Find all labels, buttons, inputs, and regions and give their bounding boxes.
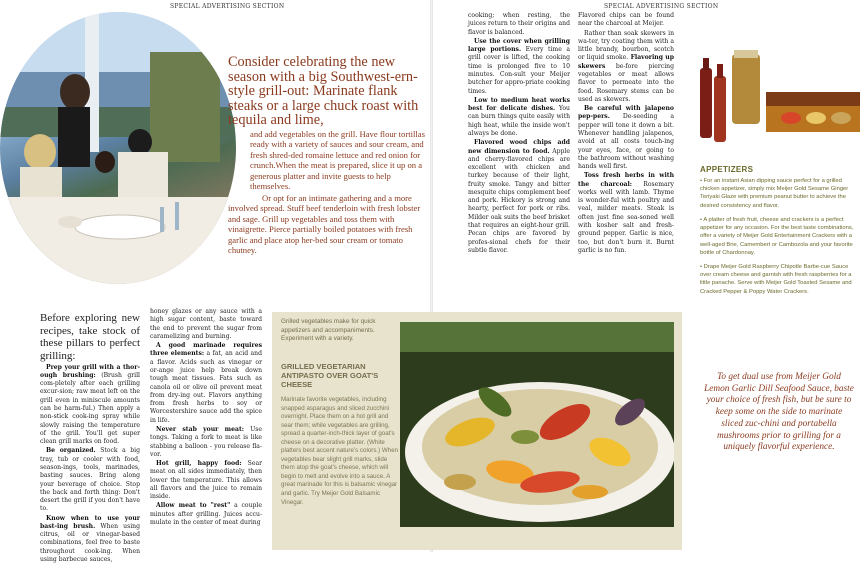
intro-lead: Consider celebrating the new season with a big Southwest-ern-style grill-out: Marinate flank steaks or a large chuck roast with tequila and lime, xyxy=(228,54,419,129)
tip-text: Sear meat on all sides immediately, then lower the temperature. This allows all flavors and the juice to remain inside. xyxy=(150,460,262,501)
tip-text: Apple and cherry-flavored chips are excellent with chicken and turkey because of their light, fruity smoke. Tangy and bitter mesquite chips complement beef and pork. Hickory is strong and hearty, perfect for pork or ribs. Milder oak suits the beef brisket that requires an eight-hour grill. Pecan chips are favored by profes-sional chefs for their subtle flavor. xyxy=(468,147,570,254)
tip-heading: Be careful with jalapeno pep-pers. xyxy=(578,105,674,121)
appetizer-item: • Drape Meijer Gold Raspberry Chipotle Barbe-cue Sauce over cream cheese and garnish with fresh raspberries for a little panache. Serve with Meijer Gold Toasted Sesame and Cracked Pepper & Poppy Water Crackers. xyxy=(700,263,852,295)
appetizers-heading: APPETIZERS xyxy=(700,165,754,174)
tip-text: Every time a grill cover is lifted, the cooking time is prolonged five to 10 minutes. Con-sult your Meijer butcher for appro-priate cooking times. xyxy=(468,46,570,95)
tips-column-2 xyxy=(150,308,262,528)
tip-text: Rosemary works well with lamb. Thyme is wonder-ful with poultry and veal, milder meats. Steak is often just fine sea-soned well with kosher salt and fresh-ground pepper. Garlic is nice, too, but don't burn it. Burnt garlic is no fun. xyxy=(578,180,674,254)
tip-heading: A good marinade requires three elements: xyxy=(150,342,262,358)
tip-heading: Never stab your meat: xyxy=(156,425,245,433)
recipe-intro: Grilled vegetables make for quick appetizers and accompaniments. Experiment with a variety. xyxy=(281,318,376,343)
header-left: SPECIAL ADVERTISING SECTION xyxy=(170,3,285,10)
tip-heading: Low to medium heat works best for delicate dishes. xyxy=(468,96,570,113)
party-photo xyxy=(0,12,236,284)
tip-heading: Allow meat to "rest" xyxy=(156,502,231,510)
tip-text: Stock a big tray, tub or cooler with food, season-ings, tools, marinades, basting sauces. Bring along your beverage of choice. Stop the back and forth thing: Don't desert the grill if you don't have to. xyxy=(40,447,141,513)
appetizer-item: • For an instant Asian dipping sauce perfect for a grilled chicken appetizer, simply mix Meijer Gold Sesame Ginger Teriyaki Glaze with premium peanut butter to achieve the desired consistency and flavor. xyxy=(700,178,849,209)
tip-heading: Prep your grill with a thor-ough brushing: xyxy=(40,363,140,379)
tip-heading: Know when to use your bast-ing brush. xyxy=(40,514,140,530)
tip-text: a fat, an acid and a flavor. Acids such as vinegar or or-ange juice help break down tough meat tissues. Fats such as canola oil or olive oil prevent meat from dry-ing out. Flavors anything from fresh herbs to soy or Worcestershire sauce add the spice in life. xyxy=(150,350,262,424)
antipasto-recipe-box xyxy=(272,312,682,550)
tip-text: De-seeding a pepper will tone it down a bit. Whenever handling jalapenos, avoid at all costs touch-ing your eyes, face, or going to the bathroom without washing hands well first. xyxy=(578,113,674,171)
tip-text: cooking; when resting, the juices return to their origins and flavor is balanced. xyxy=(468,12,570,36)
tip-heading: Toss fresh herbs in with the charcoal: xyxy=(578,172,674,188)
tip-text: Flavored chips can be found near the charcoal at Meijer. xyxy=(578,12,674,28)
tip-text: Rather than soak skewers in wa-ter, try coating them with a little brandy, bourbon, scotch or liquid smoke. xyxy=(578,29,674,62)
tip-heading: Flavoring up skewers xyxy=(578,54,674,70)
appetizers-section xyxy=(700,165,858,302)
tip-text: a couple minutes after grilling. Juices accu-mulate in the center of meat during xyxy=(150,502,262,527)
recipe-title: GRILLED VEGETARIAN ANTIPASTO OVER GOAT'S CHEESE xyxy=(281,362,379,390)
tip-text: (Brush grill com-pletely after each grilling excur-sion; raw meat left on the grill even in miniscule amounts can be harm-ful.) Then apply a non-stick cook-ing spray while slowly raising the temperature of the grill. You'll get super clean grill marks on food. xyxy=(40,371,141,446)
party-photo-illustration xyxy=(0,12,236,284)
tips-column-1 xyxy=(40,312,140,565)
product-bottles-photo xyxy=(696,48,862,158)
grilled-vegetables-photo xyxy=(400,322,674,527)
appetizer-item: • A platter of fresh fruit, cheese and crackers is a perfect appetizer for any occasion. For the best taste combinations, offer a variety of Meijer Gold Entertainment Crackers with a well-aged Brie, Camembert or Cambozola and your favorite bottle of Chardonnay. xyxy=(700,216,854,256)
recipe-body: Marinate favorite vegetables, including snapped asparagus and sliced zucchini overnight. Place them on a hot grill and sear them; while vegetables are grilling, spread a quarter-inch-thick layer of goat's cheese on a decorative platter. (White platters best accent nature's colors.) When vegetables bear slight grill marks, slide them atop the goat's cheese, which will begin to melt and evolve into a sauce. A great marinade for this is balsamic vinegar and garlic. Try Meijer Gold Balsamic Vinegar. xyxy=(281,396,399,506)
intro-paragraph-1: and add vegetables on the grill. Have flour tortillas ready with a variety of sauces and sour cream, and fresh shred-ded romaine lettuce and red onion for crunch.When the meat is prepared, slice it up on a generous platter and invite guests to help themselves. xyxy=(250,128,425,192)
tip-text: When using citrus, oil or vinegar-based combinations, feel free to baste throughout cook-ing. When using barbecue sauces, xyxy=(40,522,141,564)
tip-heading: Flavored wood chips add new dimension to food. xyxy=(468,139,570,155)
tip-text: You can burn things quite easily with high heat, while the inside won't always be done. xyxy=(468,105,570,137)
vegetables-illustration xyxy=(400,322,674,527)
product-illustration xyxy=(696,48,862,158)
tips-column-3 xyxy=(468,12,570,256)
header-right: SPECIAL ADVERTISING SECTION xyxy=(604,3,719,10)
intro-paragraph-2: Or opt for an intimate gathering and a more involved spread. Stuff beef tenderloin with fresh lobster and sage. Grill up vegetables and toss them with vinaigrette. Pierce partially boiled potatoes with fresh garlic and place atop her-bed sour cream or tomato chutney. xyxy=(228,192,421,256)
tips-column-4 xyxy=(578,12,674,256)
tips-lead: Before exploring new recipes, take stock of these pillars to perfect grilling: xyxy=(40,312,140,362)
seafood-sauce-tip: To get dual use from Meijer Gold Lemon Garlic Dill Seafood Sauce, baste your choice of fresh fish, but be sure to keep some on the side to marinate sliced zuc-chini and portabella mushrooms prior to grilling for a uniquely flavorful experience. xyxy=(704,372,854,453)
tip-text: honey glazes or any sauce with a high sugar content, baste toward the end to prevent the sugar from caramelizing and burning. xyxy=(150,308,262,340)
tip-heading: Use the cover when grilling large portions. xyxy=(468,37,570,54)
tip-heading: Be organized. xyxy=(46,447,96,455)
tip-text: Use tongs. Taking a fork to meat is like stabbing a balloon - you release fla-vor. xyxy=(150,425,262,458)
tip-heading: Hot grill, happy food: xyxy=(156,460,242,468)
tip-text: be-fore piercing vegetables or meat allows flavor to permeate into the food. Rosemary stems can be used as skewers. xyxy=(578,62,674,103)
intro-text xyxy=(228,55,428,256)
